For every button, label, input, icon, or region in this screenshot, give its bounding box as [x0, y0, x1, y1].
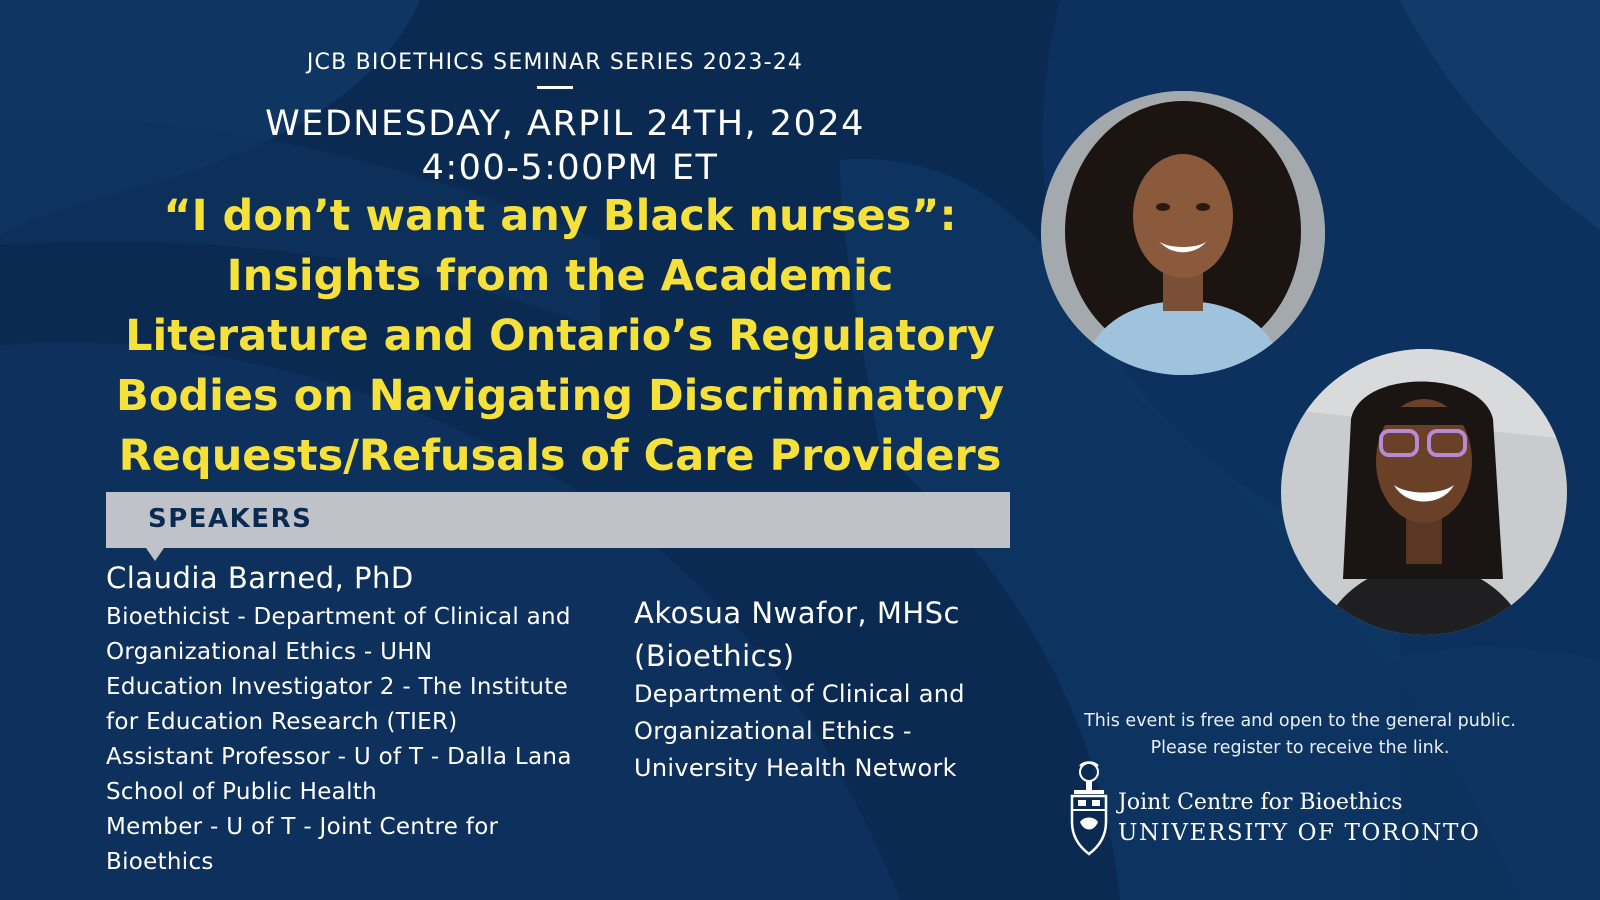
speaker2-photo — [1281, 349, 1567, 635]
speaker1-affiliation-line: Assistant Professor - U of T - Dalla Lana — [106, 744, 572, 770]
talk-title-line: “I don’t want any Black nurses”: — [163, 191, 957, 241]
speaker2-affiliation-line: Department of Clinical and — [634, 680, 965, 708]
speakers-heading: SPEAKERS — [148, 504, 313, 534]
speaker1-affiliation-line: Organizational Ethics - UHN — [106, 639, 433, 665]
event-notice — [1040, 708, 1560, 762]
speaker1-affiliation-line: Member - U of T - Joint Centre for — [106, 814, 499, 840]
speakers-banner — [106, 492, 1010, 548]
talk-title-line: Requests/Refusals of Care Providers — [118, 431, 1002, 481]
speaker1-affiliation-line: School of Public Health — [106, 779, 377, 805]
speaker2-affiliation-line: University Health Network — [634, 754, 957, 782]
logo-university-name: UNIVERSITY OF TORONTO — [1118, 820, 1481, 846]
logo-org-name: Joint Centre for Bioethics — [1118, 790, 1403, 815]
event-date: WEDNESDAY, ARPIL 24TH, 2024 — [265, 104, 865, 144]
talk-title-line: Literature and Ontario’s Regulatory — [125, 311, 995, 361]
event-time: 4:00-5:00PM ET — [421, 148, 719, 188]
speaker1-affiliation-line: Education Investigator 2 - The Institute — [106, 674, 569, 700]
university-crest-icon — [1068, 760, 1110, 856]
speaker2-affiliation-line: Organizational Ethics - — [634, 717, 912, 745]
speaker1-affiliations — [106, 600, 626, 880]
talk-title-line: Bodies on Navigating Discriminatory — [116, 371, 1004, 421]
notice-line: This event is free and open to the general public. — [1084, 711, 1516, 731]
speaker2-affiliations — [634, 676, 1034, 787]
series-divider — [537, 86, 573, 89]
notice-line: Please register to receive the link. — [1150, 738, 1450, 758]
speaker1-affiliation-line: Bioethicist - Department of Clinical and — [106, 604, 571, 630]
speaker2-name-line: Akosua Nwafor, MHSc — [634, 596, 960, 630]
speaker1-affiliation-line: Bioethics — [106, 849, 214, 875]
talk-title-line: Insights from the Academic — [226, 251, 894, 301]
speaker1-photo — [1041, 91, 1325, 375]
series-title: JCB BIOETHICS SEMINAR SERIES 2023-24 — [306, 50, 804, 75]
talk-title — [100, 186, 1020, 486]
speaker1-affiliation-line: for Education Research (TIER) — [106, 709, 458, 735]
speakers-banner-pointer — [146, 548, 164, 561]
speaker2-name — [634, 592, 1034, 678]
speaker1-name: Claudia Barned, PhD — [106, 561, 414, 595]
speaker2-name-line: (Bioethics) — [634, 639, 795, 673]
